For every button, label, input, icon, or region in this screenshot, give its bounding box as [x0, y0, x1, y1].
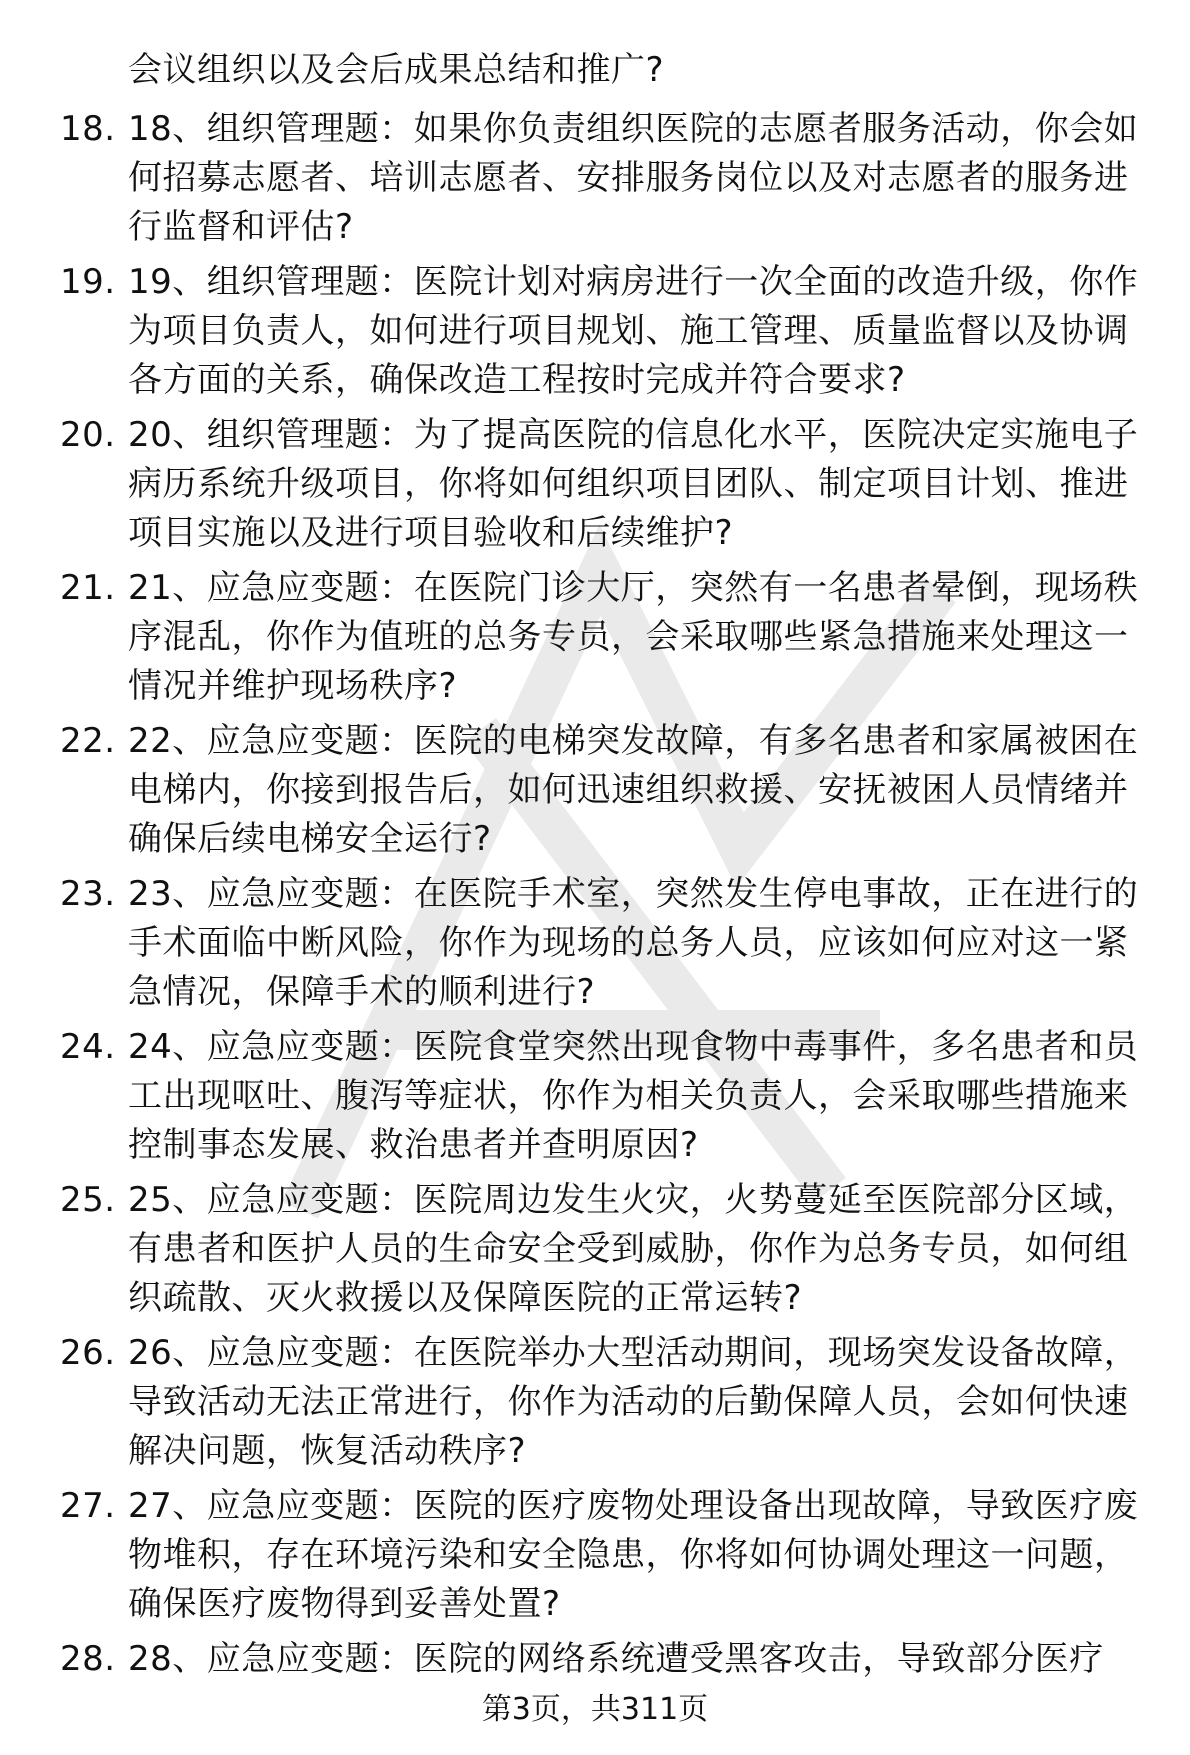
item-text: 18、组织管理题：如果你负责组织医院的志愿者服务活动，你会如何招募志愿者、培训志愿者、安排服务岗位以及对志愿者的服务进行监督和评估? — [128, 109, 1139, 247]
item-text: 27、应急应变题：医院的医疗废物处理设备出现故障，导致医疗废物堆积，存在环境污染和安全隐患，你将如何协调处理这一问题，确保医疗废物得到妥善处置? — [128, 1486, 1139, 1624]
item-number: 24. — [60, 1027, 116, 1067]
item-number: 23. — [60, 874, 116, 914]
item-text: 23、应急应变题：在医院手术室，突然发生停电事故，正在进行的手术面临中断风险，你作为现场的总务人员，应该如何应对这一紧急情况，保障手术的顺利进行? — [128, 874, 1139, 1012]
item-text: 24、应急应变题：医院食堂突然出现食物中毒事件，多名患者和员工出现呕吐、腹泻等症状，你作为相关负责人，会采取哪些措施来控制事态发展、救治患者并查明原因? — [128, 1027, 1139, 1165]
item-number: 26. — [60, 1333, 116, 1373]
list-item — [60, 1023, 1160, 1170]
list-item — [60, 1635, 1160, 1684]
list-item — [60, 870, 1160, 1017]
item-number: 18. — [60, 109, 116, 149]
question-list — [60, 105, 1160, 1684]
continuation-text: 会议组织以及会后成果总结和推广? — [128, 50, 665, 90]
item-text: 26、应急应变题：在医院举办大型活动期间，现场突发设备故障，导致活动无法正常进行，你作为活动的后勤保障人员，会如何快速解决问题，恢复活动秩序? — [128, 1333, 1139, 1471]
list-item — [60, 105, 1160, 252]
document-body — [60, 46, 1160, 1690]
list-item — [60, 1482, 1160, 1629]
item-number: 20. — [60, 415, 116, 455]
list-item — [60, 258, 1160, 405]
item-number: 19. — [60, 262, 116, 302]
list-item — [60, 564, 1160, 711]
page-footer: 第3页，共311页 — [481, 1692, 709, 1727]
item-text: 20、组织管理题：为了提高医院的信息化水平，医院决定实施电子病历系统升级项目，你将如何组织项目团队、制定项目计划、推进项目实施以及进行项目验收和后续维护? — [128, 415, 1139, 553]
list-item — [60, 411, 1160, 558]
item-text: 21、应急应变题：在医院门诊大厅，突然有一名患者晕倒，现场秩序混乱，你作为值班的总务专员，会采取哪些紧急措施来处理这一情况并维护现场秩序? — [128, 568, 1139, 706]
item-text: 28、应急应变题：医院的网络系统遭受黑客攻击，导致部分医疗 — [128, 1639, 1104, 1679]
list-item — [60, 1329, 1160, 1476]
item-number: 21. — [60, 568, 116, 608]
list-item — [60, 1176, 1160, 1323]
item-text: 19、组织管理题：医院计划对病房进行一次全面的改造升级，你作为项目负责人，如何进行项目规划、施工管理、质量监督以及协调各方面的关系，确保改造工程按时完成并符合要求? — [128, 262, 1139, 400]
item-number: 25. — [60, 1180, 116, 1220]
item-number: 27. — [60, 1486, 116, 1526]
item-number: 22. — [60, 721, 116, 761]
item-text: 25、应急应变题：医院周边发生火灾，火势蔓延至医院部分区域，有患者和医护人员的生命安全受到威胁，你作为总务专员，如何组织疏散、灭火救援以及保障医院的正常运转? — [128, 1180, 1139, 1318]
item-number: 28. — [60, 1639, 116, 1679]
item-text: 22、应急应变题：医院的电梯突发故障，有多名患者和家属被困在电梯内，你接到报告后，如何迅速组织救援、安抚被困人员情绪并确保后续电梯安全运行? — [128, 721, 1139, 859]
list-item — [60, 717, 1160, 864]
